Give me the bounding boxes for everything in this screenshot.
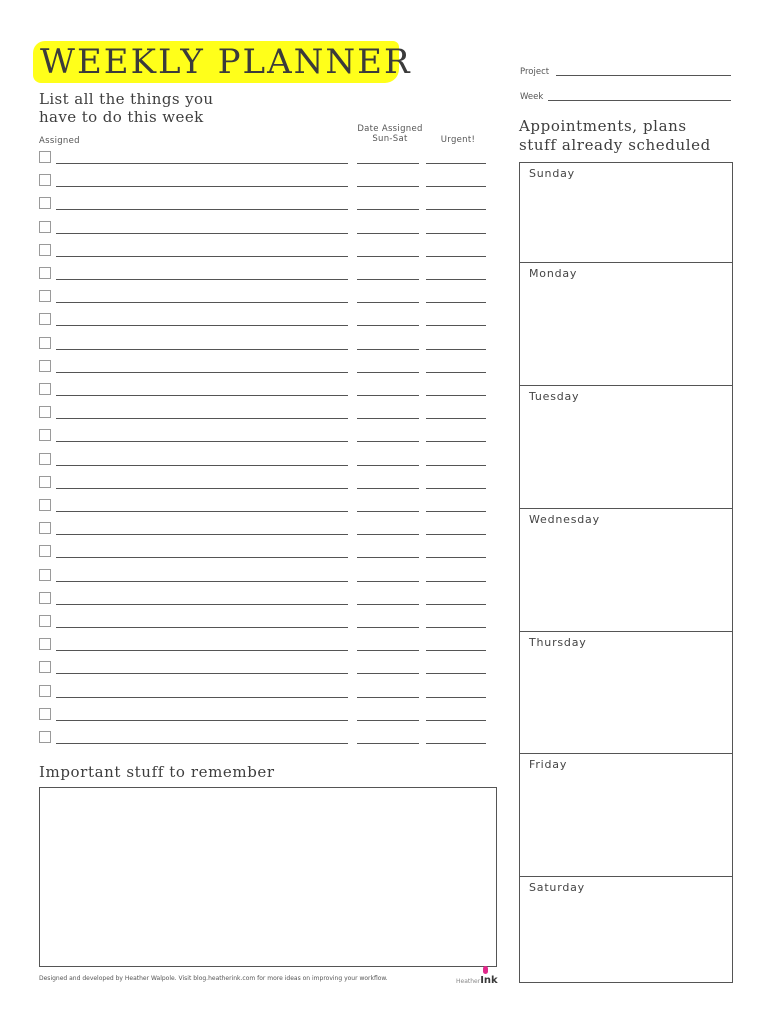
- day-label: Monday: [529, 267, 578, 280]
- week-label: Week: [520, 92, 544, 102]
- task-row: [0, 221, 500, 244]
- task-urgent-field[interactable]: [426, 233, 486, 234]
- task-date-field[interactable]: [357, 256, 419, 257]
- task-checkbox[interactable]: [39, 476, 51, 488]
- task-text-field[interactable]: [56, 557, 348, 558]
- task-checkbox[interactable]: [39, 337, 51, 349]
- task-date-field[interactable]: [357, 186, 419, 187]
- task-checkbox[interactable]: [39, 313, 51, 325]
- task-checkbox[interactable]: [39, 197, 51, 209]
- brand-name-small: Heather: [456, 978, 481, 985]
- task-text-field[interactable]: [56, 604, 348, 605]
- task-row: [0, 267, 500, 290]
- page-title: WEEKLY PLANNER: [40, 42, 412, 82]
- task-checkbox[interactable]: [39, 290, 51, 302]
- task-urgent-field[interactable]: [426, 418, 486, 419]
- task-row: [0, 290, 500, 313]
- task-date-field[interactable]: [357, 209, 419, 210]
- task-urgent-field[interactable]: [426, 673, 486, 674]
- task-date-field[interactable]: [357, 720, 419, 721]
- task-date-field[interactable]: [357, 697, 419, 698]
- task-urgent-field[interactable]: [426, 511, 486, 512]
- task-urgent-field[interactable]: [426, 488, 486, 489]
- project-field[interactable]: [556, 75, 731, 76]
- day-label: Wednesday: [529, 513, 600, 526]
- task-checkbox[interactable]: [39, 685, 51, 697]
- task-date-field[interactable]: [357, 557, 419, 558]
- brand-pin-icon: [483, 966, 488, 974]
- task-urgent-field[interactable]: [426, 395, 486, 396]
- task-urgent-field[interactable]: [426, 650, 486, 651]
- task-text-field[interactable]: [56, 720, 348, 721]
- task-date-field[interactable]: [357, 279, 419, 280]
- task-text-field[interactable]: [56, 186, 348, 187]
- task-urgent-field[interactable]: [426, 372, 486, 373]
- task-date-field[interactable]: [357, 418, 419, 419]
- task-row: [0, 197, 500, 220]
- day-section-saturday[interactable]: [520, 876, 732, 982]
- task-text-field[interactable]: [56, 650, 348, 651]
- task-date-field[interactable]: [357, 233, 419, 234]
- brand-logo: [456, 968, 498, 987]
- task-text-field[interactable]: [56, 233, 348, 234]
- task-row: [0, 545, 500, 568]
- task-date-field[interactable]: [357, 395, 419, 396]
- column-header-assigned: Assigned: [39, 136, 80, 146]
- task-row: [0, 337, 500, 360]
- task-date-field[interactable]: [357, 325, 419, 326]
- task-date-field[interactable]: [357, 627, 419, 628]
- task-checkbox[interactable]: [39, 499, 51, 511]
- task-row: [0, 429, 500, 452]
- task-urgent-field[interactable]: [426, 697, 486, 698]
- task-date-field[interactable]: [357, 534, 419, 535]
- day-label: Sunday: [529, 167, 575, 180]
- day-section-tuesday[interactable]: [520, 385, 732, 508]
- task-date-field[interactable]: [357, 302, 419, 303]
- task-checkbox[interactable]: [39, 267, 51, 279]
- task-checkbox[interactable]: [39, 174, 51, 186]
- task-text-field[interactable]: [56, 534, 348, 535]
- task-checkbox[interactable]: [39, 708, 51, 720]
- task-checkbox[interactable]: [39, 522, 51, 534]
- task-urgent-field[interactable]: [426, 581, 486, 582]
- column-header-date-assigned: Date Assigned Sun-Sat: [357, 124, 423, 144]
- task-date-field[interactable]: [357, 673, 419, 674]
- task-checkbox[interactable]: [39, 731, 51, 743]
- task-text-field[interactable]: [56, 302, 348, 303]
- task-text-field[interactable]: [56, 697, 348, 698]
- task-row: [0, 638, 500, 661]
- task-date-field[interactable]: [357, 349, 419, 350]
- task-text-field[interactable]: [56, 673, 348, 674]
- task-checkbox[interactable]: [39, 221, 51, 233]
- task-text-field[interactable]: [56, 465, 348, 466]
- task-row: [0, 708, 500, 731]
- day-section-thursday[interactable]: [520, 631, 732, 753]
- task-row: [0, 661, 500, 684]
- task-urgent-field[interactable]: [426, 441, 486, 442]
- task-urgent-field[interactable]: [426, 302, 486, 303]
- column-header-urgent: Urgent!: [440, 135, 476, 145]
- task-date-field[interactable]: [357, 511, 419, 512]
- task-urgent-field[interactable]: [426, 325, 486, 326]
- task-row: [0, 685, 500, 708]
- task-row: [0, 499, 500, 522]
- task-text-field[interactable]: [56, 488, 348, 489]
- task-date-field[interactable]: [357, 488, 419, 489]
- task-text-field[interactable]: [56, 418, 348, 419]
- footer-credit: Designed and developed by Heather Walpole. Visit blog.heatherink.com for more ideas on improving your workflow.: [39, 975, 388, 982]
- task-text-field[interactable]: [56, 627, 348, 628]
- task-row: [0, 174, 500, 197]
- task-checkbox[interactable]: [39, 383, 51, 395]
- task-row: [0, 244, 500, 267]
- day-label: Friday: [529, 758, 568, 771]
- task-checkbox[interactable]: [39, 661, 51, 673]
- task-urgent-field[interactable]: [426, 534, 486, 535]
- task-row: [0, 453, 500, 476]
- task-date-field[interactable]: [357, 163, 419, 164]
- task-date-field[interactable]: [357, 372, 419, 373]
- task-urgent-field[interactable]: [426, 557, 486, 558]
- task-text-field[interactable]: [56, 325, 348, 326]
- task-checkbox[interactable]: [39, 244, 51, 256]
- day-label: Tuesday: [529, 390, 580, 403]
- task-checkbox[interactable]: [39, 360, 51, 372]
- task-row: [0, 569, 500, 592]
- task-checkbox[interactable]: [39, 615, 51, 627]
- task-row: [0, 592, 500, 615]
- task-row: [0, 476, 500, 499]
- task-row: [0, 360, 500, 383]
- task-urgent-field[interactable]: [426, 279, 486, 280]
- task-urgent-field[interactable]: [426, 720, 486, 721]
- task-text-field[interactable]: [56, 581, 348, 582]
- task-text-field[interactable]: [56, 279, 348, 280]
- task-date-field[interactable]: [357, 441, 419, 442]
- task-checkbox[interactable]: [39, 569, 51, 581]
- task-urgent-field[interactable]: [426, 465, 486, 466]
- task-text-field[interactable]: [56, 441, 348, 442]
- task-date-field[interactable]: [357, 581, 419, 582]
- task-urgent-field[interactable]: [426, 209, 486, 210]
- task-row: [0, 731, 500, 754]
- appointments-heading: Appointments, plans stuff already scheduled: [519, 117, 711, 154]
- task-checkbox[interactable]: [39, 453, 51, 465]
- task-text-field[interactable]: [56, 349, 348, 350]
- week-field[interactable]: [548, 100, 731, 101]
- task-text-field[interactable]: [56, 209, 348, 210]
- day-label: Saturday: [529, 881, 585, 894]
- task-date-field[interactable]: [357, 465, 419, 466]
- task-row: [0, 313, 500, 336]
- project-label: Project: [520, 67, 550, 77]
- task-urgent-field[interactable]: [426, 349, 486, 350]
- task-urgent-field[interactable]: [426, 163, 486, 164]
- day-label: Thursday: [529, 636, 587, 649]
- task-urgent-field[interactable]: [426, 256, 486, 257]
- task-row: [0, 615, 500, 638]
- day-section-monday[interactable]: [520, 262, 732, 385]
- task-checkbox[interactable]: [39, 545, 51, 557]
- task-row: [0, 383, 500, 406]
- task-text-field[interactable]: [56, 743, 348, 744]
- task-date-field[interactable]: [357, 743, 419, 744]
- task-urgent-field[interactable]: [426, 604, 486, 605]
- task-checkbox[interactable]: [39, 151, 51, 163]
- appointments-calendar: [519, 162, 733, 983]
- task-checkbox[interactable]: [39, 429, 51, 441]
- task-urgent-field[interactable]: [426, 627, 486, 628]
- task-urgent-field[interactable]: [426, 186, 486, 187]
- task-checkbox[interactable]: [39, 638, 51, 650]
- brand-name-big: Ink: [480, 975, 498, 986]
- task-date-field[interactable]: [357, 604, 419, 605]
- task-row: [0, 151, 500, 174]
- task-text-field[interactable]: [56, 372, 348, 373]
- task-date-field[interactable]: [357, 650, 419, 651]
- task-row: [0, 522, 500, 545]
- task-row: [0, 406, 500, 429]
- task-checkbox[interactable]: [39, 592, 51, 604]
- day-section-friday[interactable]: [520, 753, 732, 876]
- task-text-field[interactable]: [56, 395, 348, 396]
- task-text-field[interactable]: [56, 256, 348, 257]
- day-section-sunday[interactable]: [520, 163, 732, 262]
- task-urgent-field[interactable]: [426, 743, 486, 744]
- day-section-wednesday[interactable]: [520, 508, 732, 631]
- important-notes-box[interactable]: [39, 787, 497, 967]
- task-checkbox[interactable]: [39, 406, 51, 418]
- task-text-field[interactable]: [56, 511, 348, 512]
- important-heading: Important stuff to remember: [39, 763, 275, 781]
- task-list-subtitle: List all the things you have to do this week: [39, 90, 214, 126]
- task-text-field[interactable]: [56, 163, 348, 164]
